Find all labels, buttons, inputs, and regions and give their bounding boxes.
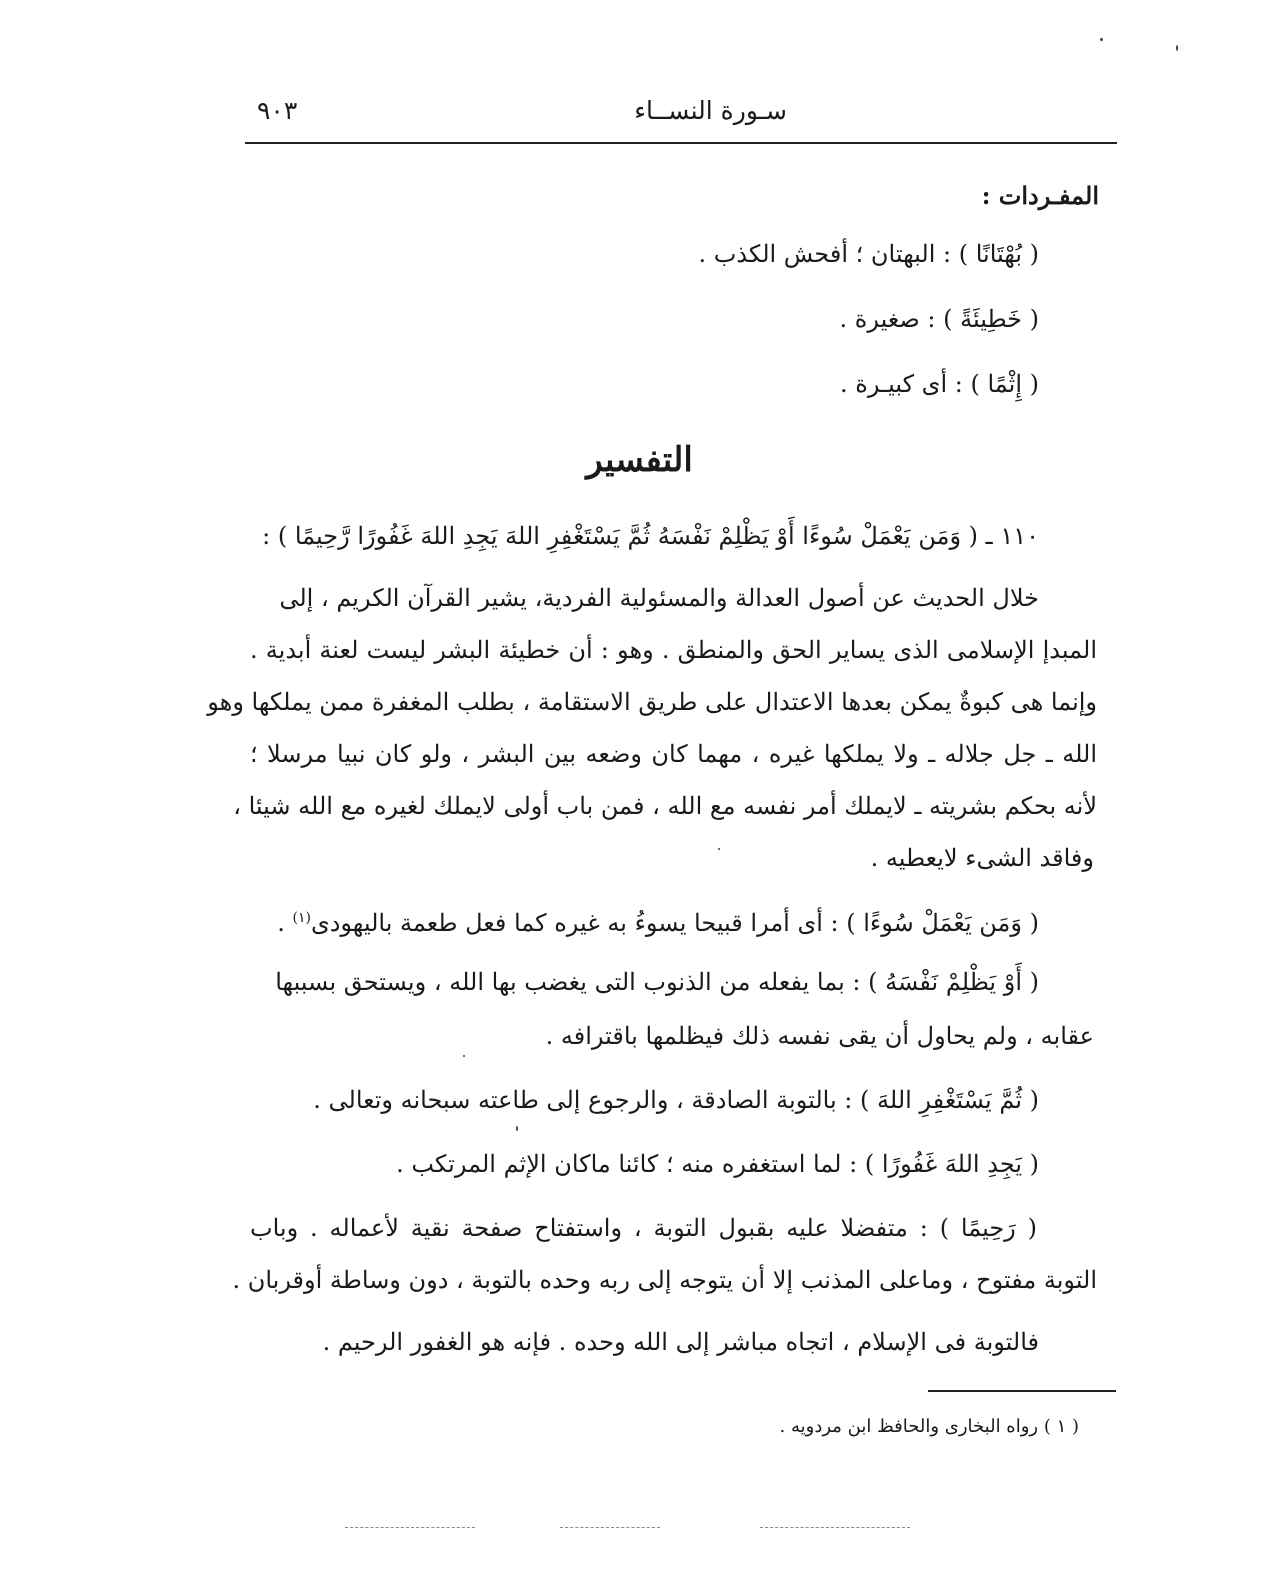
vocabulary-heading: المفـردات : [981, 181, 1099, 210]
paragraph1-line-2: المبدإ الإسلامى الذى يساير الحق والمنطق . وهو : أن خطيئة البشر ليست لعنة أبدية . [250, 636, 1098, 664]
scan-speck [1100, 38, 1103, 41]
scan-speck [1176, 45, 1178, 51]
scan-speck [463, 1055, 465, 1057]
explanation-4: ( يَجِدِ اللهَ غَفُورًا ) : لما استغفره منه ؛ كائنا ماكان الإثم المرتكب . [396, 1150, 1039, 1178]
explanation-5-line-1: ( رَحِيمًا ) : متفضلا عليه بقبول التوبة ، واستفتاح صفحة نقية لأعماله . وباب [250, 1214, 1037, 1242]
explanation-2-line-1: ( أَوْ يَظْلِمْ نَفْسَهُ ) : بما يفعله من الذنوب التى يغضب بها الله ، ويستحق بسببها [275, 968, 1039, 996]
paragraph1-line-6: وفاقد الشىء لايعطيه . [870, 844, 1094, 872]
explanation-1 [277, 902, 1039, 939]
explanation-2-line-2: عقابه ، ولم يحاول أن يقى نفسه ذلك فيظلمها باقترافه . [545, 1022, 1094, 1050]
explanation-3: ( ثُمَّ يَسْتَغْفِرِ اللهَ ) : بالتوبة الصادقة ، والرجوع إلى طاعته سبحانه وتعالى . [313, 1086, 1039, 1114]
paragraph1-line-3: وإنما هى كبوةٌ يمكن بعدها الاعتدال على طريق الاستقامة ، بطلب المغفرة ممن يملكها وهو [207, 688, 1097, 716]
paragraph1-line-5: لأنه بحكم بشريته ـ لايملك أمر نفسه مع الله ، فمن باب أولى لايملك لغيره مع الله شيئا ، [233, 792, 1097, 820]
explanation-1-tail: . [277, 909, 293, 937]
page-header [245, 96, 1117, 136]
explanation-1-text: ( وَمَن يَعْمَلْ سُوءًا ) : أى أمرا قبيحا يسوءُ به غيره كما فعل طعمة باليهودى [310, 909, 1039, 937]
closing-line: فالتوبة فى الإسلام ، اتجاه مباشر إلى الله وحده . فإنه هو الغفور الرحيم . [322, 1328, 1039, 1356]
page-number: ٩٠٣ [257, 96, 298, 125]
footnote-ref: (١) [292, 910, 311, 926]
header-rule [245, 142, 1117, 144]
scan-edge-line [760, 1527, 910, 1528]
vocabulary-item-2: ( خَطِيئَةً ) : صغيرة . [839, 305, 1039, 333]
scan-speck [516, 1126, 518, 1131]
scan-edge-line [345, 1527, 475, 1528]
explanation-5-line-2: التوبة مفتوح ، وماعلى المذنب إلا أن يتوجه إلى ربه وحده بالتوبة ، دون وساطة أوقربان . [232, 1266, 1097, 1294]
verse-line: ١١٠ ـ ( وَمَن يَعْمَلْ سُوءًا أَوْ يَظْلِمْ نَفْسَهُ ثُمَّ يَسْتَغْفِرِ اللهَ يَجِدِ اللهَ غَفُورًا رَّحِيمًا ) : [262, 522, 1039, 550]
paragraph1-line-4: الله ـ جل جلاله ـ ولا يملكها غيره ، مهما كان وضعه بين البشر ، ولو كان نبيا مرسلا ؛ [250, 740, 1098, 768]
footnote-rule [928, 1390, 1116, 1392]
footnote: ( ١ ) رواه البخارى والحافظ ابن مردويه . [779, 1416, 1079, 1437]
vocabulary-item-1: ( بُهْتَانًا ) : البهتان ؛ أفحش الكذب . [698, 240, 1039, 268]
tafsir-heading: التفسير [586, 440, 693, 480]
scan-edge-line [560, 1527, 660, 1528]
surah-title: سـورة النســاء [634, 96, 787, 125]
vocabulary-item-3: ( إِثْمًا ) : أى كبيـرة . [840, 370, 1039, 398]
paragraph1-line-1: خلال الحديث عن أصول العدالة والمسئولية الفردية، يشير القرآن الكريم ، إلى [279, 584, 1039, 612]
scan-speck [718, 848, 720, 850]
